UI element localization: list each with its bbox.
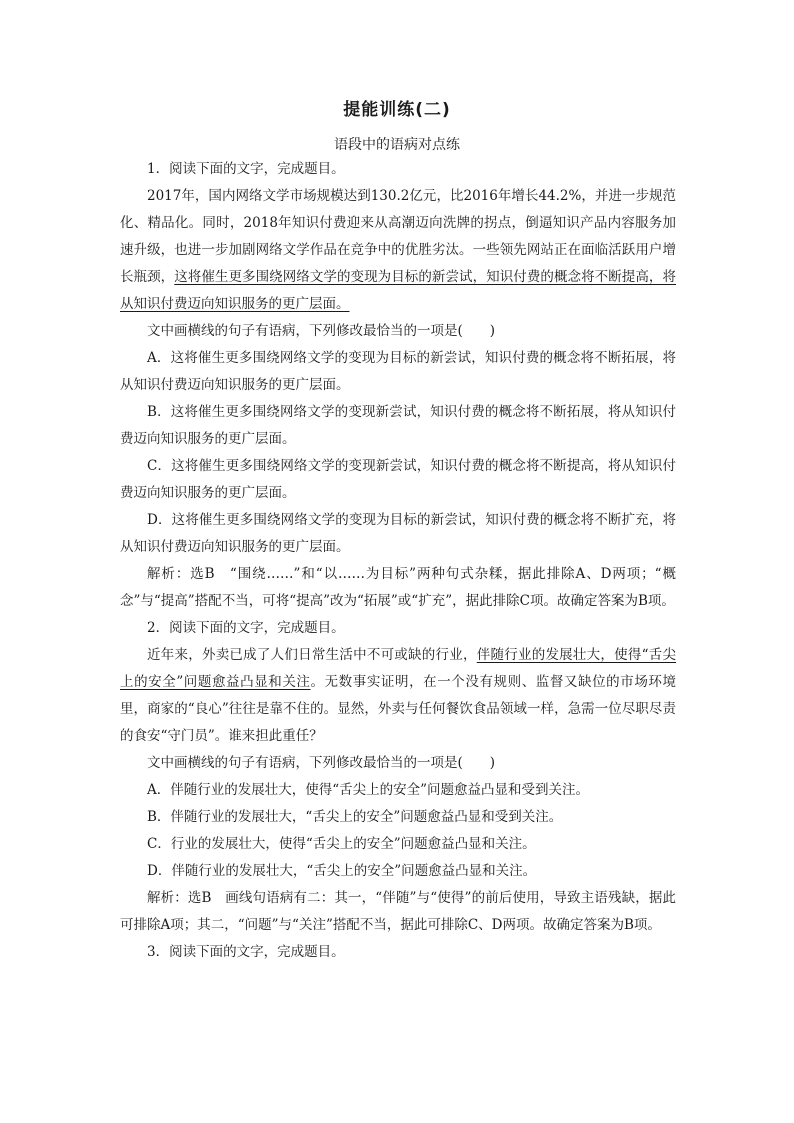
page-subtitle: 语段中的语病对点练 — [334, 137, 460, 153]
question-2-option-d: D．伴随行业的发展壮大，“舌尖上的安全”问题愈益凸显和关注。 — [147, 863, 537, 879]
question-2-underlined-sentence: 伴随行业的发展壮大，使得“舌尖上的安全”问题愈益凸显和关注 — [120, 647, 677, 690]
question-1-passage — [120, 183, 676, 318]
document-body — [120, 156, 676, 966]
question-1-stem: 文中画横线的句子有语病，下列修改最恰当的一项是( ) — [147, 323, 496, 339]
question-3-heading: 3．阅读下面的文字，完成题目。 — [147, 944, 345, 960]
question-1-underlined-sentence: 这将催生更多围绕网络文学的变现为目标的新尝试，知识付费的概念将不断提高，将从知识付费迈向知识服务的更广层面。 — [120, 269, 676, 312]
question-2-option-c: C．行业的发展壮大，使得“舌尖上的安全”问题愈益凸显和关注。 — [147, 836, 536, 852]
question-2-stem: 文中画横线的句子有语病，下列修改最恰当的一项是( ) — [147, 755, 496, 771]
question-1-analysis: 解析：选B “围绕……”和“以……为目标”两种句式杂糅，据此排除A、D两项；“概念”与“提高”搭配不当，可将“提高”改为“拓展”或“扩充”，据此排除C项。故确定答案为B项。 — [120, 566, 676, 609]
question-2-passage-text-a: 近年来，外卖已成了人们日常生活中不可或缺的行业， — [147, 647, 477, 663]
question-2-passage-text-b: 。无数事实证明，在一个没有规则、监督又缺位的市场环境里，商家的“良心”往往是靠不住的。显然，外卖与任何餐饮食品领域一样，急需一位尽职尽责的食安“守门员”。谁来担此重任？ — [120, 674, 676, 744]
question-2-option-a: A．伴随行业的发展壮大，使得“舌尖上的安全”问题愈益凸显和受到关注。 — [147, 782, 590, 798]
question-1-option-d: D．这将催生更多围绕网络文学的变现为目标的新尝试，知识付费的概念将不断扩充，将从知识付费迈向知识服务的更广层面。 — [120, 512, 676, 555]
question-2-heading: 2．阅读下面的文字，完成题目。 — [147, 620, 345, 636]
question-2-option-b: B．伴随行业的发展壮大，“舌尖上的安全”问题愈益凸显和受到关注。 — [147, 809, 563, 825]
page-title: 提能训练(二) — [343, 100, 451, 120]
question-1-passage-text: 2017年，国内网络文学市场规模达到130.2亿元，比2016年增长44.2%，并进一步规范化、精品化。同时，2018年知识付费迎来从高潮迈向洗牌的拐点，倒逼知识产品内容服务加速升级，也进一步加剧网络文学作品在竞争中的优胜劣汰。一些领先网站正在面临活跃用户增长瓶颈， — [120, 188, 676, 285]
question-1-option-a: A．这将催生更多围绕网络文学的变现为目标的新尝试，知识付费的概念将不断拓展，将从知识付费迈向知识服务的更广层面。 — [120, 350, 676, 393]
question-2-passage — [120, 642, 676, 750]
question-1-option-b: B．这将催生更多围绕网络文学的变现新尝试，知识付费的概念将不断拓展，将从知识付费迈向知识服务的更广层面。 — [120, 404, 676, 447]
question-1-option-c: C．这将催生更多围绕网络文学的变现新尝试，知识付费的概念将不断提高，将从知识付费迈向知识服务的更广层面。 — [120, 458, 676, 501]
question-1-heading: 1．阅读下面的文字，完成题目。 — [147, 161, 345, 177]
question-2-analysis: 解析：选B 画线句语病有二：其一，“伴随”与“使得”的前后使用，导致主语残缺，据此可排除A项；其二，“问题”与“关注”搭配不当，据此可排除C、D两项。故确定答案为B项。 — [120, 890, 676, 933]
